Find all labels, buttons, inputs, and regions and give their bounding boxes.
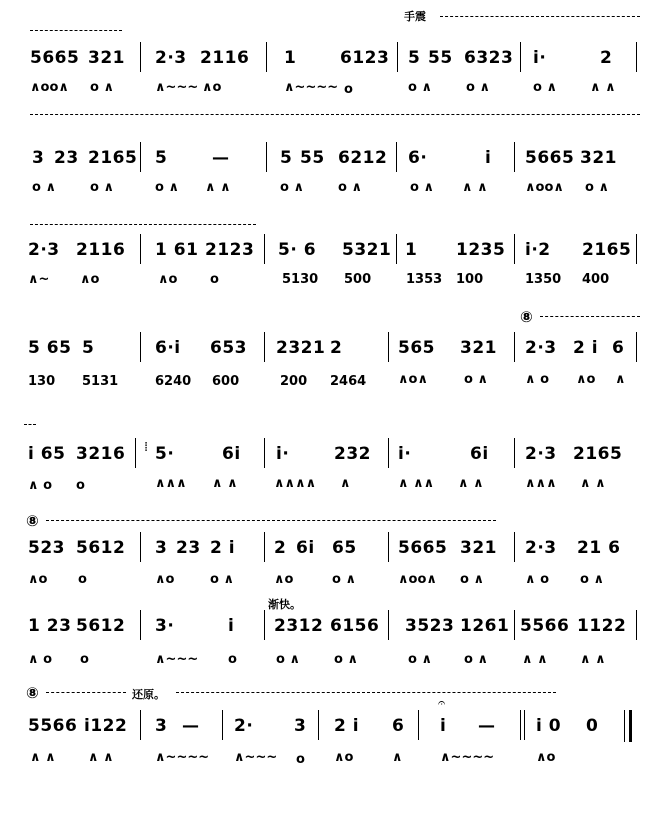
fingering: ∧∧∧	[525, 476, 557, 491]
note-group: i·2	[525, 240, 551, 260]
fingering: o ∧	[276, 652, 301, 667]
fingering: ∧∧∧	[155, 476, 187, 491]
fingering: 100	[456, 272, 484, 287]
barline	[524, 710, 525, 740]
barline	[514, 234, 515, 264]
note-group: 23	[54, 148, 79, 168]
note-group: 523	[28, 538, 65, 558]
note-group: 1	[405, 240, 418, 260]
octave-line	[540, 316, 640, 317]
barline	[514, 438, 515, 468]
fingering: 1353	[406, 272, 443, 287]
barline	[135, 438, 136, 468]
fingering: ∧~~~~	[440, 750, 495, 765]
note-group: 5665	[30, 48, 80, 68]
note-group: i·	[533, 48, 547, 68]
fingering: ∧ ∧	[590, 80, 616, 95]
fingering: ∧ ∧∧	[398, 476, 435, 491]
note-group: 2·3	[525, 538, 557, 558]
note-group: 6323	[464, 48, 514, 68]
note-group: 2 i	[573, 338, 599, 358]
fingering: ∧o	[80, 272, 100, 287]
note-group: 23	[176, 538, 201, 558]
note-group: i	[440, 716, 447, 736]
note-group: 565	[398, 338, 435, 358]
note-group: 321	[580, 148, 617, 168]
note-group: 232	[334, 444, 371, 464]
fingering: o	[76, 478, 85, 493]
barline	[514, 610, 515, 640]
fingering: ∧~~~	[234, 750, 278, 765]
barline	[140, 142, 141, 172]
fermata-mark: 𝄐	[438, 696, 446, 711]
note-group: 6156	[330, 616, 380, 636]
note-group: 5665	[398, 538, 448, 558]
note-group: 2321	[276, 338, 326, 358]
note-group: 5321	[342, 240, 392, 260]
note-group: 2165	[573, 444, 623, 464]
octave-mark: ⑧	[26, 684, 39, 702]
fingering: o ∧	[210, 572, 235, 587]
note-group: —	[478, 716, 496, 736]
final-barline	[629, 710, 632, 742]
note-group: 2·3	[525, 444, 557, 464]
fingering: ∧ o	[28, 478, 53, 493]
note-group: 6i	[470, 444, 489, 464]
barline	[388, 332, 389, 362]
note-group: 6	[612, 338, 625, 358]
fingering: ∧ ∧	[522, 652, 548, 667]
fingering: 2464	[330, 374, 367, 389]
note-group: 2116	[200, 48, 250, 68]
note-group: 2·	[234, 716, 254, 736]
barline	[222, 710, 223, 740]
note-group: 2	[274, 538, 287, 558]
fingering: ∧~~~~	[284, 80, 339, 95]
fingering: ∧ ∧	[580, 476, 606, 491]
note-group: 1122	[577, 616, 627, 636]
fingering: ∧ ∧	[30, 750, 56, 765]
note-group: 321	[88, 48, 125, 68]
fingering: 130	[28, 374, 56, 389]
fingering: ∧ o	[28, 652, 53, 667]
barline	[396, 234, 397, 264]
fingering: ∧oo∧	[30, 80, 69, 95]
barline	[266, 142, 267, 172]
barline	[388, 610, 389, 640]
fingering: o ∧	[410, 180, 435, 195]
fingering: o ∧	[464, 372, 489, 387]
barline	[318, 710, 319, 740]
note-group: 5	[82, 338, 95, 358]
barline	[140, 332, 141, 362]
fingering: ∧o	[158, 272, 178, 287]
note-group: 5612	[76, 616, 126, 636]
barline	[636, 332, 637, 362]
note-group: 5	[408, 48, 421, 68]
octave-mark: ⑧	[26, 512, 39, 530]
note-group: —	[182, 716, 200, 736]
note-group: 2116	[76, 240, 126, 260]
note-group: 3	[32, 148, 45, 168]
note-group: 3·	[155, 616, 175, 636]
fingering: o ∧	[338, 180, 363, 195]
note-group: 6i	[222, 444, 241, 464]
fingering: o ∧	[408, 652, 433, 667]
note-group: i·	[398, 444, 412, 464]
fingering: ∧o	[576, 372, 596, 387]
fingering: ∧oo∧	[398, 572, 437, 587]
fingering: ∧ ∧	[88, 750, 114, 765]
note-group: 2	[600, 48, 613, 68]
note-group: —	[212, 148, 230, 168]
barline	[266, 42, 267, 72]
note-group: 2165	[88, 148, 138, 168]
note-group: 321	[460, 538, 497, 558]
barline	[418, 710, 419, 740]
barline	[514, 332, 515, 362]
fingering: 200	[280, 374, 308, 389]
barline	[264, 610, 265, 640]
note-group: i	[228, 616, 235, 636]
note-group: 6i	[296, 538, 315, 558]
fingering: 5130	[282, 272, 319, 287]
barline	[520, 710, 521, 740]
fingering: o ∧	[408, 80, 433, 95]
barline	[140, 610, 141, 640]
fingering: ∧	[392, 750, 403, 765]
barline	[388, 532, 389, 562]
barline	[140, 532, 141, 562]
barline	[140, 42, 141, 72]
octave-line	[176, 692, 556, 693]
note-group: 1261	[460, 616, 510, 636]
fingering: ∧~~~~	[155, 750, 210, 765]
fingering: 600	[212, 374, 240, 389]
fingering: 1350	[525, 272, 562, 287]
note-group: 2	[330, 338, 343, 358]
fingering: ∧	[340, 476, 351, 491]
barline	[264, 438, 265, 468]
fingering: ∧~~~	[155, 652, 199, 667]
final-barline	[624, 710, 625, 742]
tremolo-line	[440, 16, 640, 17]
note-group: 5566	[28, 716, 78, 736]
fingering: o ∧	[466, 80, 491, 95]
note-group: 321	[460, 338, 497, 358]
note-group: 1 23	[28, 616, 72, 636]
fingering: ∧o	[155, 572, 175, 587]
barline	[388, 438, 389, 468]
fingering: o ∧	[460, 572, 485, 587]
fingering: ∧o	[536, 750, 556, 765]
octave-line	[24, 424, 36, 425]
note-group: 3	[294, 716, 307, 736]
note-group: 5665	[525, 148, 575, 168]
fingering: o	[78, 572, 87, 587]
note-group: 1	[284, 48, 297, 68]
note-group: 2165	[582, 240, 632, 260]
barline	[520, 42, 521, 72]
fingering: ∧ o	[525, 572, 550, 587]
barline	[636, 234, 637, 264]
octave-line	[30, 224, 256, 225]
note-group: 5	[280, 148, 293, 168]
note-group: 5	[155, 148, 168, 168]
fingering: o	[344, 82, 353, 97]
fingering: 400	[582, 272, 610, 287]
note-group: 0	[586, 716, 599, 736]
barline	[140, 234, 141, 264]
fingering: ∧o	[28, 572, 48, 587]
fingering: ∧o	[274, 572, 294, 587]
note-group: 2312	[274, 616, 324, 636]
fingering: o ∧	[280, 180, 305, 195]
note-group: 3	[155, 538, 168, 558]
fingering: o	[228, 652, 237, 667]
fingering: 5131	[82, 374, 119, 389]
note-group: 3523	[405, 616, 455, 636]
fingering: o	[80, 652, 89, 667]
note-group: 5·	[155, 444, 175, 464]
fingering: o ∧	[585, 180, 610, 195]
note-group: 3216	[76, 444, 126, 464]
fingering: ∧	[615, 372, 626, 387]
note-group: 2123	[205, 240, 255, 260]
fingering: o ∧	[464, 652, 489, 667]
note-group: 2 i	[334, 716, 360, 736]
note-group: 21 6	[577, 538, 621, 558]
note-group: 6·i	[155, 338, 181, 358]
fingering: ∧ ∧	[212, 476, 238, 491]
note-group: 6123	[340, 48, 390, 68]
tremolo-label: 手震	[404, 10, 426, 23]
fingering: ∧~~~	[155, 80, 199, 95]
note-group: 3	[155, 716, 168, 736]
note-group: 653	[210, 338, 247, 358]
octave-line	[30, 114, 640, 115]
fingering: o ∧	[32, 180, 57, 195]
note-group: 5566	[520, 616, 570, 636]
barline	[514, 532, 515, 562]
note-group: 2·3	[28, 240, 60, 260]
barline	[636, 42, 637, 72]
fingering: o ∧	[155, 180, 180, 195]
barline	[397, 42, 398, 72]
fingering: o ∧	[90, 180, 115, 195]
fingering: 6240	[155, 374, 192, 389]
note-group: 5· 6	[278, 240, 317, 260]
note-group: 6	[392, 716, 405, 736]
tempo-label: 渐快。	[268, 598, 301, 611]
fingering: 500	[344, 272, 372, 287]
note-group: 55	[300, 148, 325, 168]
note-group: 1 61	[155, 240, 199, 260]
barline	[264, 234, 265, 264]
note-group: 5612	[76, 538, 126, 558]
barline	[140, 710, 141, 740]
fingering: ∧ ∧	[205, 180, 231, 195]
fingering: ∧ ∧	[458, 476, 484, 491]
note-group: 2·3	[155, 48, 187, 68]
barline	[636, 610, 637, 640]
octave-mark: ⑧	[520, 308, 533, 326]
octave-line	[30, 30, 122, 31]
fingering: ∧~	[28, 272, 50, 287]
note-group: i 0	[536, 716, 562, 736]
note-group: 55	[428, 48, 453, 68]
note-group: i·	[276, 444, 290, 464]
fingering: ∧ ∧	[580, 652, 606, 667]
note-group: 65	[332, 538, 357, 558]
fingering: ∧ ∧	[462, 180, 488, 195]
barline	[264, 532, 265, 562]
barline	[396, 142, 397, 172]
fingering: o ∧	[334, 652, 359, 667]
fingering: ∧o	[202, 80, 222, 95]
fingering: o ∧	[332, 572, 357, 587]
fingering: ∧o	[334, 750, 354, 765]
fingering: o ∧	[90, 80, 115, 95]
note-group: 5 65	[28, 338, 72, 358]
arpeggio-mark: ⁞	[144, 440, 149, 455]
note-group: i122	[84, 716, 128, 736]
tempo-label: 还原。	[132, 688, 165, 701]
note-group: 2 i	[210, 538, 236, 558]
fingering: ∧o∧	[398, 372, 429, 387]
fingering: o	[296, 752, 305, 767]
note-group: i 65	[28, 444, 66, 464]
barline	[264, 332, 265, 362]
note-group: 2·3	[525, 338, 557, 358]
fingering: ∧∧∧∧	[274, 476, 317, 491]
note-group: 1235	[456, 240, 506, 260]
note-group: 6212	[338, 148, 388, 168]
barline	[514, 142, 515, 172]
note-group: i	[485, 148, 492, 168]
fingering: o ∧	[580, 572, 605, 587]
fingering: ∧ o	[525, 372, 550, 387]
fingering: o	[210, 272, 219, 287]
fingering: ∧oo∧	[525, 180, 564, 195]
octave-line	[46, 692, 126, 693]
note-group: 6·	[408, 148, 428, 168]
fingering: o ∧	[533, 80, 558, 95]
octave-line	[46, 520, 496, 521]
